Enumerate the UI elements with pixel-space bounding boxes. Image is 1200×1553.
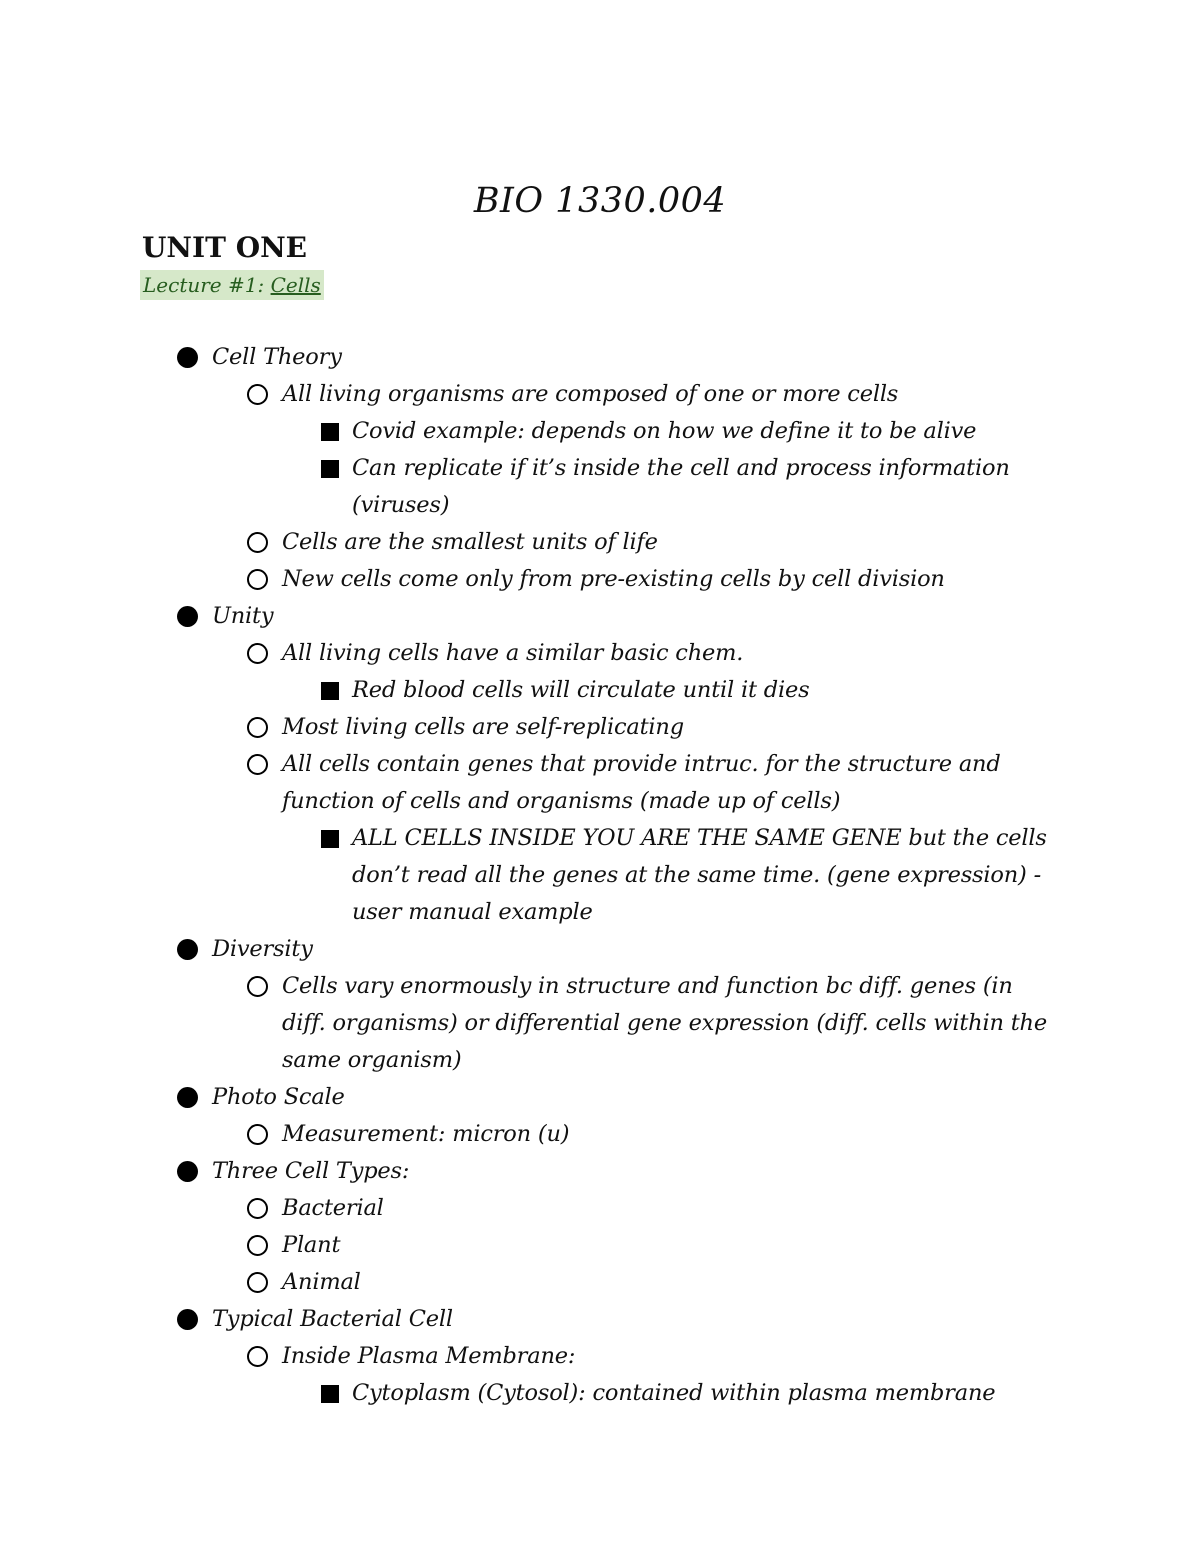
list-item-text: ALL CELLS INSIDE YOU ARE THE SAME GENE but the cells don’t read all the genes at the same time. (gene expression) - user manual example: [352, 825, 1047, 925]
list-item: [0, 1227, 1052, 1264]
hollow-circle-bullet-icon: [247, 1346, 268, 1367]
list-item-text: Cytoplasm (Cytosol): contained within plasma membrane: [352, 1380, 996, 1406]
list-item-text: All living cells have a similar basic chem.: [282, 640, 744, 666]
square-bullet-icon: [321, 682, 339, 700]
list-item-text: Inside Plasma Membrane:: [282, 1343, 576, 1369]
square-bullet-icon: [321, 460, 339, 478]
list-item: [0, 450, 1052, 524]
lecture-prefix: Lecture #1:: [143, 273, 271, 297]
hollow-circle-bullet-icon: [247, 532, 268, 553]
filled-circle-bullet-icon: [177, 1161, 198, 1182]
filled-circle-bullet-icon: [177, 606, 198, 627]
list-item-text: Cells are the smallest units of life: [282, 529, 658, 555]
list-item: [0, 635, 1052, 672]
list-item-text: New cells come only from pre-existing cells by cell division: [282, 566, 945, 592]
list-item: [0, 931, 1052, 968]
list-item-text: Animal: [282, 1269, 361, 1295]
hollow-circle-bullet-icon: [247, 976, 268, 997]
lecture-heading: [140, 270, 324, 300]
list-item: [0, 709, 1052, 746]
hollow-circle-bullet-icon: [247, 643, 268, 664]
list-item-text: Typical Bacterial Cell: [212, 1306, 453, 1332]
list-item: [0, 968, 1052, 1079]
list-item: [0, 672, 1052, 709]
list-item-text: Can replicate if it’s inside the cell and process information (viruses): [352, 455, 1010, 518]
hollow-circle-bullet-icon: [247, 1124, 268, 1145]
list-item: [0, 339, 1052, 376]
list-item-text: Bacterial: [282, 1195, 384, 1221]
square-bullet-icon: [321, 1385, 339, 1403]
list-item: [0, 598, 1052, 635]
filled-circle-bullet-icon: [177, 347, 198, 368]
filled-circle-bullet-icon: [177, 1309, 198, 1330]
hollow-circle-bullet-icon: [247, 384, 268, 405]
hollow-circle-bullet-icon: [247, 1198, 268, 1219]
list-item-text: Unity: [212, 603, 274, 629]
hollow-circle-bullet-icon: [247, 1235, 268, 1256]
hollow-circle-bullet-icon: [247, 1272, 268, 1293]
list-item: [0, 1338, 1052, 1375]
list-item: [0, 1190, 1052, 1227]
list-item-text: Plant: [282, 1232, 341, 1258]
list-item: [0, 376, 1052, 413]
list-item: [0, 413, 1052, 450]
filled-circle-bullet-icon: [177, 939, 198, 960]
list-item: [0, 1301, 1052, 1338]
list-item: [0, 1264, 1052, 1301]
list-item: [0, 820, 1052, 931]
list-item: [0, 1116, 1052, 1153]
lecture-topic-link[interactable]: Cells: [270, 273, 321, 297]
list-item-text: Cells vary enormously in structure and function bc diff. genes (in diff. organisms) or differential gene expression (diff. cells within the same organism): [282, 973, 1047, 1073]
list-item-text: All living organisms are composed of one or more cells: [282, 381, 899, 407]
list-item: [0, 524, 1052, 561]
list-item-text: Photo Scale: [212, 1084, 345, 1110]
list-item-text: Cell Theory: [212, 344, 342, 370]
list-item-text: Covid example: depends on how we define it to be alive: [352, 418, 977, 444]
list-item: [0, 746, 1052, 820]
filled-circle-bullet-icon: [177, 1087, 198, 1108]
list-item-text: Most living cells are self-replicating: [282, 714, 684, 740]
list-item: [0, 561, 1052, 598]
list-item-text: Diversity: [212, 936, 313, 962]
square-bullet-icon: [321, 423, 339, 441]
hollow-circle-bullet-icon: [247, 569, 268, 590]
bullet-outline: [0, 339, 1200, 1412]
square-bullet-icon: [321, 830, 339, 848]
unit-heading: UNIT ONE: [142, 231, 308, 264]
list-item: [0, 1153, 1052, 1190]
list-item-text: All cells contain genes that provide intruc. for the structure and function of cells and organisms (made up of cells): [282, 751, 1001, 814]
list-item: [0, 1079, 1052, 1116]
list-item: [0, 1375, 1052, 1412]
hollow-circle-bullet-icon: [247, 717, 268, 738]
list-item-text: Red blood cells will circulate until it dies: [352, 677, 810, 703]
list-item-text: Measurement: micron (u): [282, 1121, 570, 1147]
list-item-text: Three Cell Types:: [212, 1158, 410, 1184]
document-title: BIO 1330.004: [473, 181, 727, 221]
hollow-circle-bullet-icon: [247, 754, 268, 775]
